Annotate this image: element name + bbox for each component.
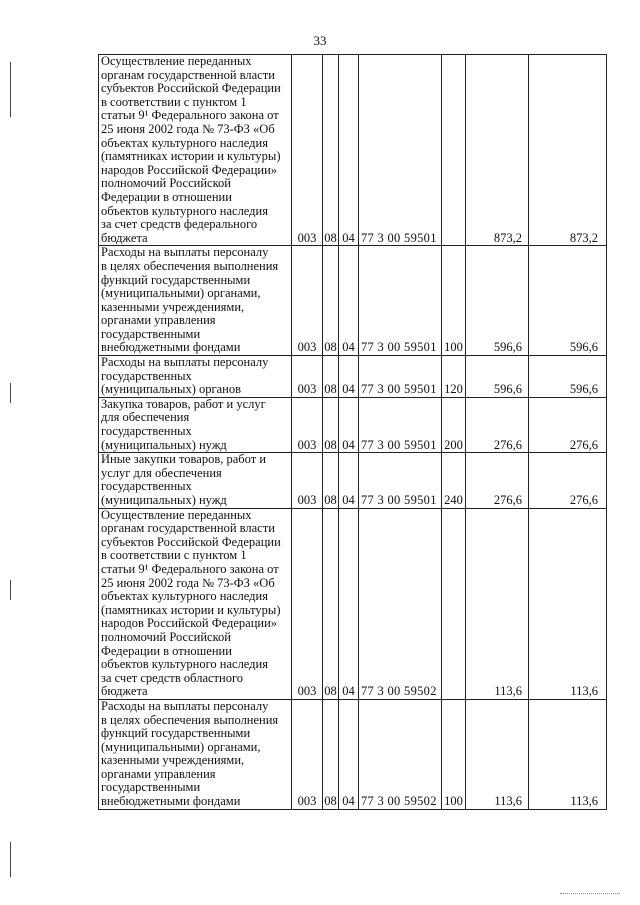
table-row (99, 397, 607, 452)
margin-line (10, 62, 11, 117)
table-row (99, 699, 607, 809)
ved-code: 003 (292, 699, 323, 809)
expense-name (99, 356, 292, 398)
expense-name-line: (памятниках истории и культуры) (101, 602, 281, 617)
section-code: 08 (323, 699, 339, 809)
expense-name-line: в целях обеспечения выполнения (101, 258, 279, 273)
expense-name-line: объектах культурного наследия (101, 589, 268, 604)
expense-name-line: казенными учреждениями, (101, 299, 245, 314)
section-code: 08 (323, 356, 339, 398)
expense-name (99, 55, 292, 246)
amount-2: 113,6 (529, 508, 607, 699)
target-article-code: 77 3 00 59501 (359, 397, 442, 452)
expense-name-line: органами управления (101, 766, 216, 781)
expense-name (99, 508, 292, 699)
amount-1: 873,2 (466, 55, 529, 246)
subsection-code: 04 (339, 356, 359, 398)
expense-name-line: за счет средств федерального (101, 217, 258, 232)
ved-code: 003 (292, 55, 323, 246)
ved-code: 003 (292, 397, 323, 452)
expense-name-line: органам государственной власти (101, 67, 275, 82)
expense-name (99, 453, 292, 508)
table-row (99, 356, 607, 398)
subsection-code: 04 (339, 453, 359, 508)
expense-type-code (442, 55, 466, 246)
section-code: 08 (323, 397, 339, 452)
budget-table (98, 54, 607, 810)
footer-mark (560, 893, 620, 895)
expense-name-line: государственных (101, 479, 192, 494)
amount-1: 113,6 (466, 699, 529, 809)
subsection-code: 04 (339, 246, 359, 356)
target-article-code: 77 3 00 59501 (359, 356, 442, 398)
expense-name-line: 25 июня 2002 года № 73-ФЗ «Об (101, 575, 275, 590)
subsection-code: 04 (339, 508, 359, 699)
expense-name-line: (муниципальных) нужд (101, 493, 227, 507)
amount-2: 276,6 (529, 397, 607, 452)
expense-name-line: органами управления (101, 313, 216, 328)
section-code: 08 (323, 508, 339, 699)
expense-name-line: Федерации в отношении (101, 643, 232, 658)
table-row (99, 55, 607, 246)
expense-type-code: 100 (442, 246, 466, 356)
margin-line (10, 842, 11, 877)
amount-1: 276,6 (466, 397, 529, 452)
expense-name-line: полномочий Российской (101, 629, 231, 644)
amount-2: 113,6 (529, 699, 607, 809)
expense-name-line: государственными (101, 326, 201, 341)
ved-code: 003 (292, 246, 323, 356)
expense-name-line: органам государственной власти (101, 521, 275, 536)
expense-name-line: внебюджетными фондами (101, 794, 241, 809)
expense-name-line: в соответствии с пунктом 1 (101, 548, 247, 563)
expense-name-line: бюджета (101, 684, 148, 699)
amount-1: 596,6 (466, 356, 529, 398)
expense-name-line: объектов культурного наследия (101, 657, 268, 672)
amount-2: 276,6 (529, 453, 607, 508)
expense-name-line: народов Российской Федерации» (101, 616, 278, 631)
expense-type-code (442, 508, 466, 699)
expense-name-line: для обеспечения (101, 410, 190, 425)
expense-name-line: государственных (101, 424, 192, 439)
ved-code: 003 (292, 356, 323, 398)
amount-2: 596,6 (529, 246, 607, 356)
expense-name-line: (муниципальными) органами, (101, 286, 261, 301)
amount-1: 596,6 (466, 246, 529, 356)
margin-line (10, 383, 11, 403)
expense-name-line: Расходы на выплаты персоналу (101, 245, 269, 260)
expense-type-code: 120 (442, 356, 466, 398)
expense-name (99, 397, 292, 452)
ved-code: 003 (292, 453, 323, 508)
target-article-code: 77 3 00 59501 (359, 453, 442, 508)
table-body (99, 55, 607, 810)
expense-name-line: статьи 9¹ Федерального закона от (101, 108, 279, 123)
ved-code: 003 (292, 508, 323, 699)
expense-name-line: бюджета (101, 230, 148, 245)
expense-name-line: Расходы на выплаты персоналу (101, 698, 269, 713)
expense-name (99, 246, 292, 356)
expense-name-line: (памятниках истории и культуры) (101, 149, 281, 164)
expense-name-line: функций государственными (101, 272, 251, 287)
subsection-code: 04 (339, 397, 359, 452)
expense-name-line: в целях обеспечения выполнения (101, 712, 279, 727)
expense-name-line: (муниципальных) нужд (101, 437, 227, 452)
amount-2: 873,2 (529, 55, 607, 246)
expense-name (99, 699, 292, 809)
section-code: 08 (323, 55, 339, 246)
expense-name-line: за счет средств областного (101, 670, 244, 685)
expense-name-line: объектов культурного наследия (101, 203, 268, 218)
expense-type-code: 200 (442, 397, 466, 452)
expense-name-line: (муниципальными) органами, (101, 739, 261, 754)
expense-name-line: Осуществление переданных (101, 54, 252, 68)
expense-name-line: народов Российской Федерации» (101, 162, 278, 177)
subsection-code: 04 (339, 55, 359, 246)
expense-type-code: 240 (442, 453, 466, 508)
expense-type-code: 100 (442, 699, 466, 809)
target-article-code: 77 3 00 59501 (359, 246, 442, 356)
section-code: 08 (323, 246, 339, 356)
expense-name-line: субъектов Российской Федерации (101, 81, 281, 96)
expense-name-line: функций государственными (101, 726, 251, 741)
expense-name-line: государственными (101, 780, 201, 795)
expense-name-line: Иные закупки товаров, работ и (101, 452, 267, 467)
expense-name-line: 25 июня 2002 года № 73-ФЗ «Об (101, 121, 275, 136)
table-row (99, 246, 607, 356)
amount-2: 596,6 (529, 356, 607, 398)
table-row (99, 508, 607, 699)
amount-1: 113,6 (466, 508, 529, 699)
target-article-code: 77 3 00 59502 (359, 699, 442, 809)
target-article-code: 77 3 00 59502 (359, 508, 442, 699)
expense-name-line: (муниципальных) органов (101, 382, 242, 397)
expense-name-line: казенными учреждениями, (101, 753, 245, 768)
expense-name-line: услуг для обеспечения (101, 465, 222, 480)
expense-name-line: в соответствии с пунктом 1 (101, 94, 247, 109)
expense-name-line: Федерации в отношении (101, 189, 232, 204)
page-number: 33 (313, 33, 327, 48)
margin-line (10, 580, 11, 600)
expense-name-line: внебюджетными фондами (101, 340, 241, 355)
expense-name-line: Осуществление переданных (101, 507, 252, 522)
table-row (99, 453, 607, 508)
expense-name-line: государственных (101, 368, 192, 383)
expense-name-line: Закупка товаров, работ и услуг (101, 396, 266, 411)
expense-name-line: полномочий Российской (101, 176, 231, 191)
expense-name-line: объектах культурного наследия (101, 135, 268, 150)
expense-name-line: субъектов Российской Федерации (101, 534, 281, 549)
expense-name-line: Расходы на выплаты персоналу (101, 355, 269, 370)
section-code: 08 (323, 453, 339, 508)
subsection-code: 04 (339, 699, 359, 809)
target-article-code: 77 3 00 59501 (359, 55, 442, 246)
amount-1: 276,6 (466, 453, 529, 508)
expense-name-line: статьи 9¹ Федерального закона от (101, 561, 279, 576)
